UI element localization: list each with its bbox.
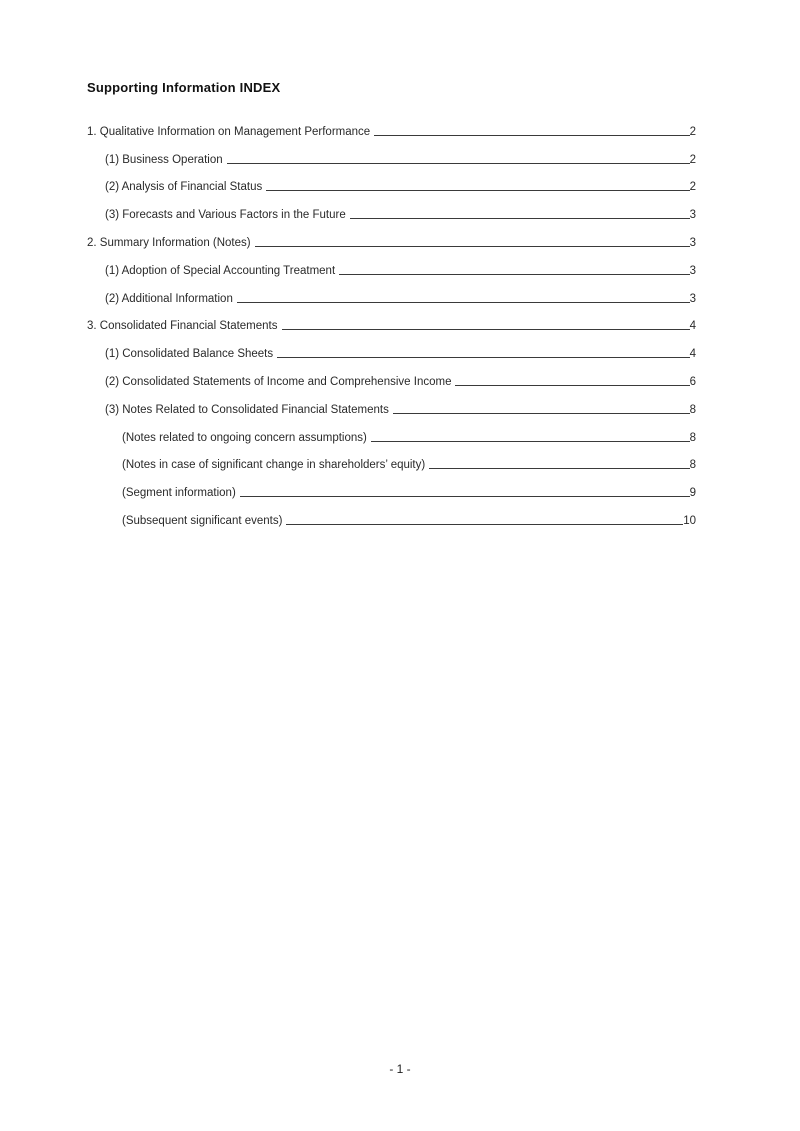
toc-page-number: 3 bbox=[689, 236, 696, 249]
toc-entry bbox=[87, 363, 696, 391]
toc-entry-label: 2. Summary Information (Notes) bbox=[87, 236, 251, 249]
toc-page-number: 8 bbox=[689, 431, 696, 444]
toc-leader-line bbox=[282, 328, 690, 330]
toc-leader-line bbox=[371, 440, 690, 442]
toc-page-number: 2 bbox=[689, 153, 696, 166]
toc-entry-label: (1) Business Operation bbox=[105, 153, 223, 166]
toc-leader-line bbox=[374, 134, 689, 136]
table-of-contents bbox=[87, 113, 696, 530]
toc-entry bbox=[87, 280, 696, 308]
toc-entry bbox=[87, 252, 696, 280]
toc-entry-label: (3) Forecasts and Various Factors in the Future bbox=[105, 209, 346, 222]
toc-entry bbox=[87, 141, 696, 169]
toc-entry bbox=[87, 474, 696, 502]
toc-page-number: 4 bbox=[689, 348, 696, 361]
toc-entry-label: 1. Qualitative Information on Management Performance bbox=[87, 125, 371, 138]
toc-entry bbox=[87, 169, 696, 197]
page-title: Supporting Information INDEX bbox=[87, 80, 281, 95]
toc-page-number: 4 bbox=[689, 320, 696, 333]
toc-entry-label: (Notes related to ongoing concern assumptions) bbox=[122, 431, 367, 444]
toc-leader-line bbox=[455, 384, 689, 386]
toc-page-number: 9 bbox=[689, 487, 696, 500]
toc-page-number: 10 bbox=[683, 514, 696, 527]
toc-leader-line bbox=[350, 217, 690, 219]
toc-page-number: 3 bbox=[689, 292, 696, 305]
toc-entry-label: (1) Adoption of Special Accounting Treatment bbox=[105, 264, 336, 277]
toc-leader-line bbox=[227, 162, 690, 164]
toc-page-number: 3 bbox=[689, 264, 696, 277]
toc-leader-line bbox=[429, 467, 689, 469]
toc-entry bbox=[87, 113, 696, 141]
toc-leader-line bbox=[277, 356, 689, 358]
toc-entry bbox=[87, 419, 696, 447]
toc-entry bbox=[87, 447, 696, 475]
toc-entry-label: (3) Notes Related to Consolidated Financial Statements bbox=[105, 403, 389, 416]
toc-leader-line bbox=[266, 189, 689, 191]
toc-page-number: 2 bbox=[689, 181, 696, 194]
toc-entry bbox=[87, 196, 696, 224]
toc-page-number: 8 bbox=[689, 459, 696, 472]
toc-page-number: 2 bbox=[689, 125, 696, 138]
page-content bbox=[0, 0, 800, 530]
toc-entry bbox=[87, 502, 696, 530]
toc-leader-line bbox=[237, 301, 690, 303]
toc-leader-line bbox=[255, 245, 690, 247]
toc-entry-label: (Subsequent significant events) bbox=[122, 514, 283, 527]
toc-entry bbox=[87, 391, 696, 419]
toc-entry-label: (1) Consolidated Balance Sheets bbox=[105, 348, 274, 361]
toc-page-number: 6 bbox=[689, 375, 696, 388]
toc-leader-line bbox=[339, 273, 689, 275]
toc-entry-label: (Segment information) bbox=[122, 487, 236, 500]
page-number-footer: - 1 - bbox=[389, 1062, 411, 1076]
toc-page-number: 8 bbox=[689, 403, 696, 416]
toc-entry bbox=[87, 308, 696, 336]
toc-entry bbox=[87, 335, 696, 363]
toc-entry bbox=[87, 224, 696, 252]
toc-leader-line bbox=[393, 412, 690, 414]
toc-entry-label: (2) Additional Information bbox=[105, 292, 233, 305]
toc-entry-label: (2) Analysis of Financial Status bbox=[105, 181, 263, 194]
toc-leader-line bbox=[240, 495, 690, 497]
toc-entry-label: 3. Consolidated Financial Statements bbox=[87, 320, 278, 333]
toc-leader-line bbox=[286, 523, 683, 525]
toc-entry-label: (Notes in case of significant change in shareholders’ equity) bbox=[122, 459, 426, 472]
toc-entry-label: (2) Consolidated Statements of Income and Comprehensive Income bbox=[105, 375, 452, 388]
toc-page-number: 3 bbox=[689, 209, 696, 222]
